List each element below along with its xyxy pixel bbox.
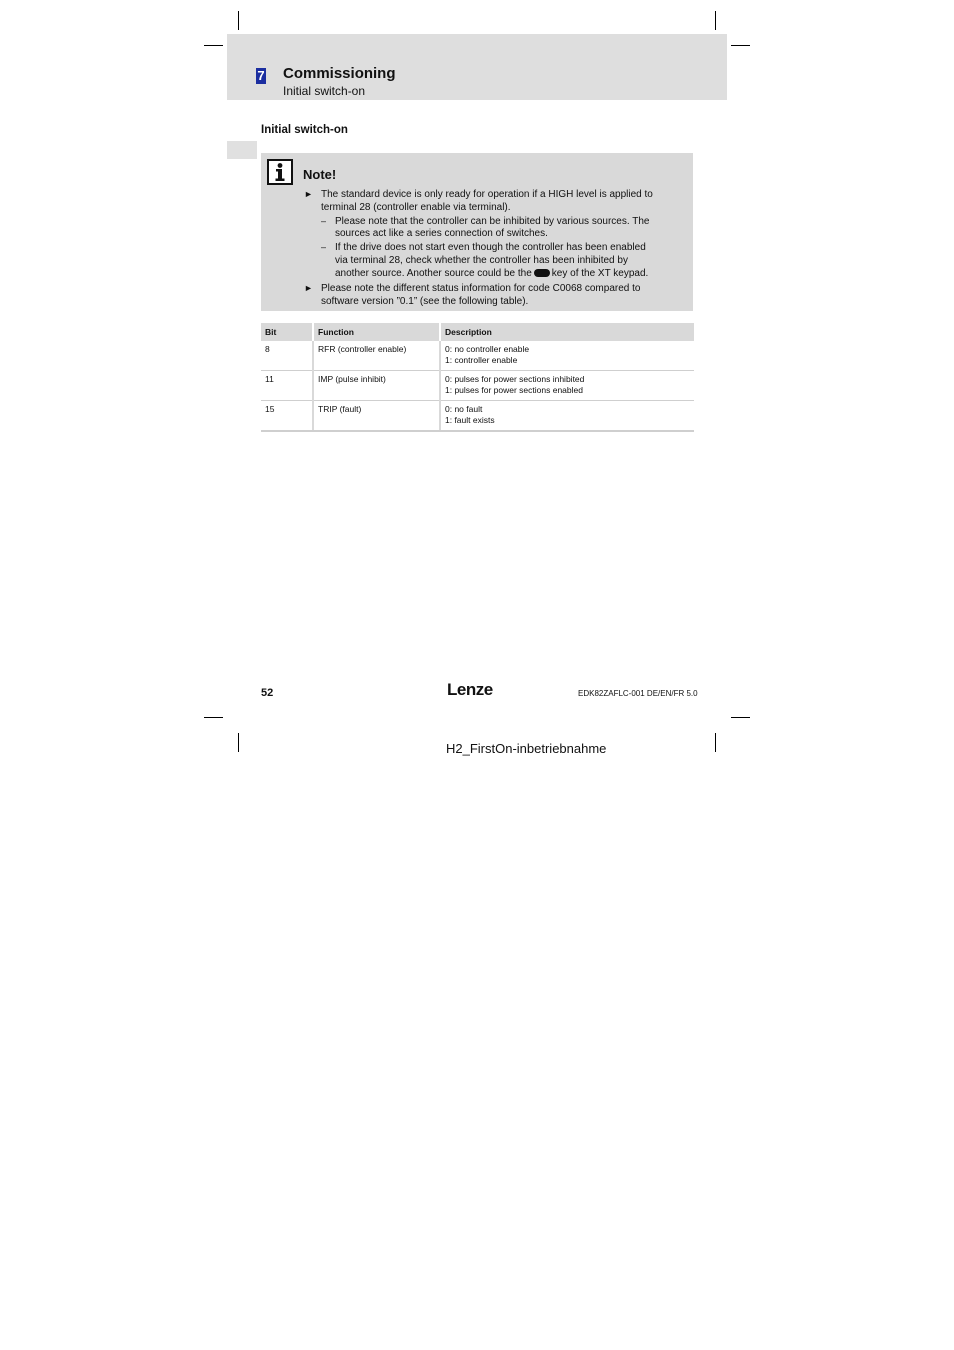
crop-mark — [204, 45, 223, 46]
note-sub-2-line-3-pre: another source. Another source could be the — [335, 268, 532, 279]
info-icon — [267, 159, 293, 185]
chapter-title: Commissioning — [283, 65, 396, 82]
cell-bit: 8 — [261, 341, 313, 371]
note-title: Note! — [303, 167, 337, 182]
cell-description: 0: no fault 1: fault exists — [440, 401, 694, 432]
bullet-arrow-icon: ► — [304, 189, 313, 199]
table-row — [261, 401, 694, 432]
note-sub-2-line-2: via terminal 28, check whether the controller has been inhibited by — [335, 255, 628, 266]
note-sub-2-line-1: If the drive does not start even though the controller has been enabled — [335, 242, 646, 253]
side-tab-marker — [227, 141, 257, 159]
stop-key-icon — [534, 269, 550, 277]
cell-bit: 15 — [261, 401, 313, 432]
table-row — [261, 341, 694, 371]
note-bullet-2-line-2: software version ”0.1” (see the following table). — [321, 296, 529, 307]
crop-mark — [204, 717, 223, 718]
cell-function: IMP (pulse inhibit) — [313, 371, 440, 401]
column-header-bit: Bit — [261, 323, 313, 341]
note-bullet-2-line-1: Please note the different status information for code C0068 compared to — [321, 283, 641, 294]
table-row — [261, 371, 694, 401]
note-sub-1-line-1: Please note that the controller can be inhibited by various sources. The — [335, 216, 650, 227]
status-table — [261, 323, 694, 432]
crop-mark — [731, 45, 750, 46]
chapter-number-badge: 7 — [257, 68, 265, 83]
page-number: 52 — [261, 687, 274, 699]
crop-mark — [715, 11, 716, 30]
bullet-arrow-icon: ► — [304, 283, 313, 293]
crop-mark — [731, 717, 750, 718]
document-id: EDK82ZAFLC-001 DE/EN/FR 5.0 — [578, 689, 698, 698]
note-sub-2-line-3 — [335, 267, 648, 280]
note-bullet-1-line-2: terminal 28 (controller enable via terminal). — [321, 202, 511, 213]
column-header-description: Description — [440, 323, 694, 341]
dash-icon: – — [321, 242, 327, 252]
cell-function: RFR (controller enable) — [313, 341, 440, 371]
crop-mark — [715, 733, 716, 752]
crop-mark — [238, 733, 239, 752]
dash-icon: – — [321, 216, 327, 226]
crop-mark — [238, 11, 239, 30]
cell-bit: 11 — [261, 371, 313, 401]
cell-description: 0: pulses for power sections inhibited 1: pulses for power sections enabled — [440, 371, 694, 401]
note-sub-1-line-2: sources act like a series connection of switches. — [335, 228, 548, 239]
note-sub-2-line-3-post: key of the XT keypad. — [551, 268, 649, 279]
cell-description: 0: no controller enable 1: controller enable — [440, 341, 694, 371]
table-header-row — [261, 323, 694, 341]
cell-function: TRIP (fault) — [313, 401, 440, 432]
chapter-subtitle: Initial switch-on — [283, 84, 366, 98]
file-label: H2_FirstOn-inbetriebnahme — [446, 741, 607, 756]
brand-logo: Lenze — [447, 680, 493, 699]
column-header-function: Function — [313, 323, 440, 341]
note-bullet-1-line-1: The standard device is only ready for operation if a HIGH level is applied to — [321, 189, 653, 200]
section-heading: Initial switch-on — [261, 124, 348, 136]
